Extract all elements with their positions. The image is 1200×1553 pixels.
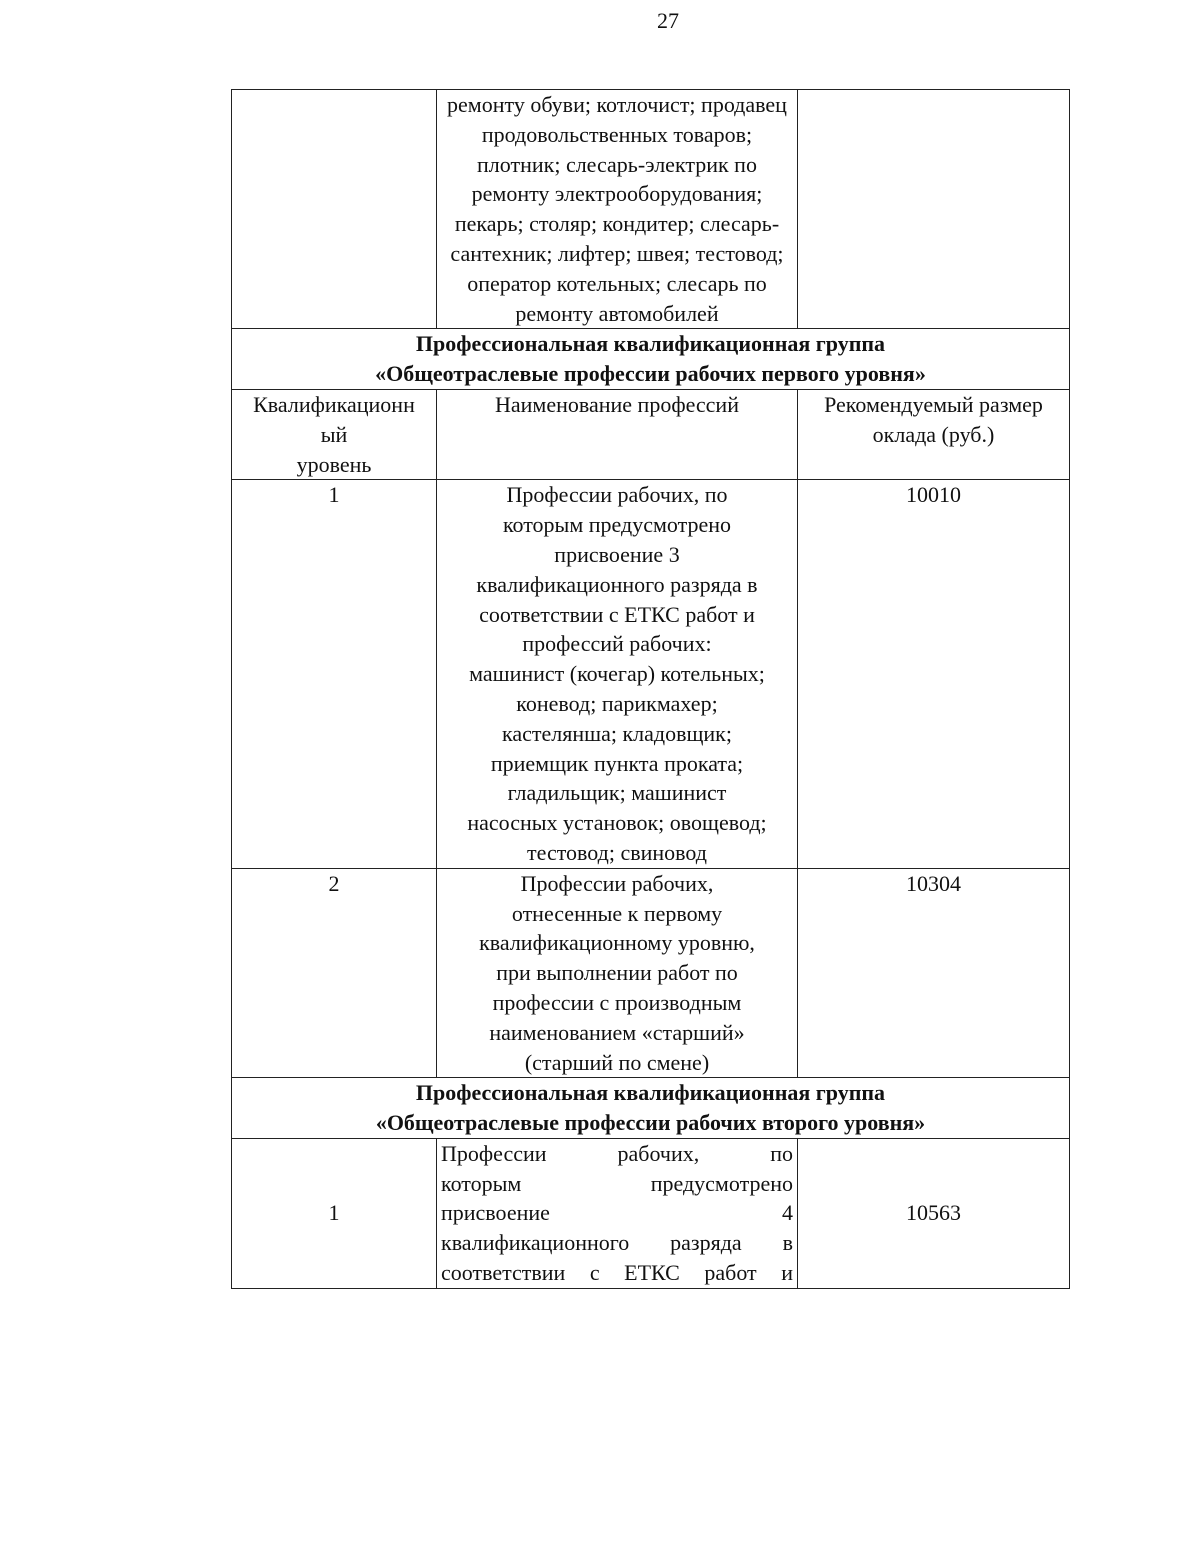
group-heading-line: «Общеотраслевые профессии рабочих первого уровня» xyxy=(375,361,926,387)
text-line: плотник; слесарь-электрик по xyxy=(477,151,757,177)
header-line: Рекомендуемый размер xyxy=(824,391,1043,417)
text-line: отнесенные к первому xyxy=(511,900,723,926)
header-line: оклада (руб.) xyxy=(872,421,995,447)
text-line: насосных установок; овощевод; xyxy=(467,810,767,836)
level-cell: 2 xyxy=(232,868,437,1078)
professions-cell xyxy=(437,1138,798,1288)
text-line: тестовод; свиновод xyxy=(527,839,707,865)
column-header-row xyxy=(232,389,1070,479)
text-line: коневод; парикмахер; xyxy=(516,690,718,716)
professions-cell xyxy=(437,868,798,1078)
professions-cell xyxy=(437,480,798,868)
text-line: присвоение 4 xyxy=(441,1200,793,1226)
group-heading-row xyxy=(232,329,1070,390)
text-line: кастелянша; кладовщик; xyxy=(502,720,732,746)
column-header-level xyxy=(232,389,437,479)
text-line: квалификационного разряда в xyxy=(476,571,758,597)
professions-cell xyxy=(437,90,798,329)
page-number: 27 xyxy=(657,8,679,33)
text-line: присвоение 3 xyxy=(554,541,680,567)
text-line: которым предусмотрено xyxy=(502,512,732,538)
table-row xyxy=(232,868,1070,1078)
text-line: Профессии рабочих, по xyxy=(506,482,728,508)
text-line: которым предусмотрено xyxy=(441,1170,793,1196)
continuation-row xyxy=(232,90,1070,329)
group-heading-line: Профессиональная квалификационная группа xyxy=(415,331,886,357)
text-line: профессий рабочих: xyxy=(522,631,712,657)
text-line: (старший по смене) xyxy=(524,1049,710,1075)
text-line: профессии с производным xyxy=(492,989,742,1015)
salary-cell: 10304 xyxy=(798,868,1070,1078)
header-line: Наименование профессий xyxy=(495,391,739,417)
text-line: Профессии рабочих, xyxy=(520,870,714,896)
text-line: при выполнении работ по xyxy=(496,960,738,986)
salary-cell xyxy=(798,90,1070,329)
text-line: наименованием «старший» xyxy=(489,1019,745,1045)
header-line: Квалификационн xyxy=(253,391,415,417)
text-line: приемщик пункта проката; xyxy=(490,750,744,776)
group-heading-row xyxy=(232,1078,1070,1139)
text-line: соответствии с ЕТКС работ и xyxy=(479,601,755,627)
group-heading xyxy=(232,329,1070,390)
qualification-table xyxy=(231,89,1070,1289)
text-line: пекарь; столяр; кондитер; слесарь- xyxy=(454,211,780,237)
salary-cell: 10563 xyxy=(798,1138,1070,1288)
table-row xyxy=(232,1138,1070,1288)
text-line: Профессии рабочих, по xyxy=(441,1140,793,1166)
text-line: квалификационному уровню, xyxy=(479,930,755,956)
salary-cell: 10010 xyxy=(798,480,1070,868)
group-heading-line: «Общеотраслевые профессии рабочих второго уровня» xyxy=(375,1110,926,1136)
group-heading xyxy=(232,1078,1070,1139)
column-header-name xyxy=(437,389,798,479)
header-line: уровень xyxy=(296,451,372,477)
group-heading-line: Профессиональная квалификационная группа xyxy=(415,1080,886,1106)
header-line: ый xyxy=(320,421,348,447)
table-row xyxy=(232,480,1070,868)
text-line: ремонту обуви; котлочист; продавец xyxy=(447,92,787,117)
text-line: квалификационного разряда в xyxy=(441,1230,793,1256)
level-cell: 1 xyxy=(232,480,437,868)
text-line: продовольственных товаров; xyxy=(481,121,753,147)
text-line: соответствии с ЕТКС работ и xyxy=(441,1260,793,1286)
text-line: ремонту электрооборудования; xyxy=(471,181,763,207)
text-line: машинист (кочегар) котельных; xyxy=(469,661,765,687)
column-header-salary xyxy=(798,389,1070,479)
level-cell xyxy=(232,90,437,329)
text-line: сантехник; лифтер; швея; тестовод; xyxy=(450,240,784,266)
text-line: ремонту автомобилей xyxy=(515,300,719,326)
text-line: гладильщик; машинист xyxy=(507,780,727,806)
text-line: оператор котельных; слесарь по xyxy=(467,270,767,296)
level-cell: 1 xyxy=(232,1138,437,1288)
